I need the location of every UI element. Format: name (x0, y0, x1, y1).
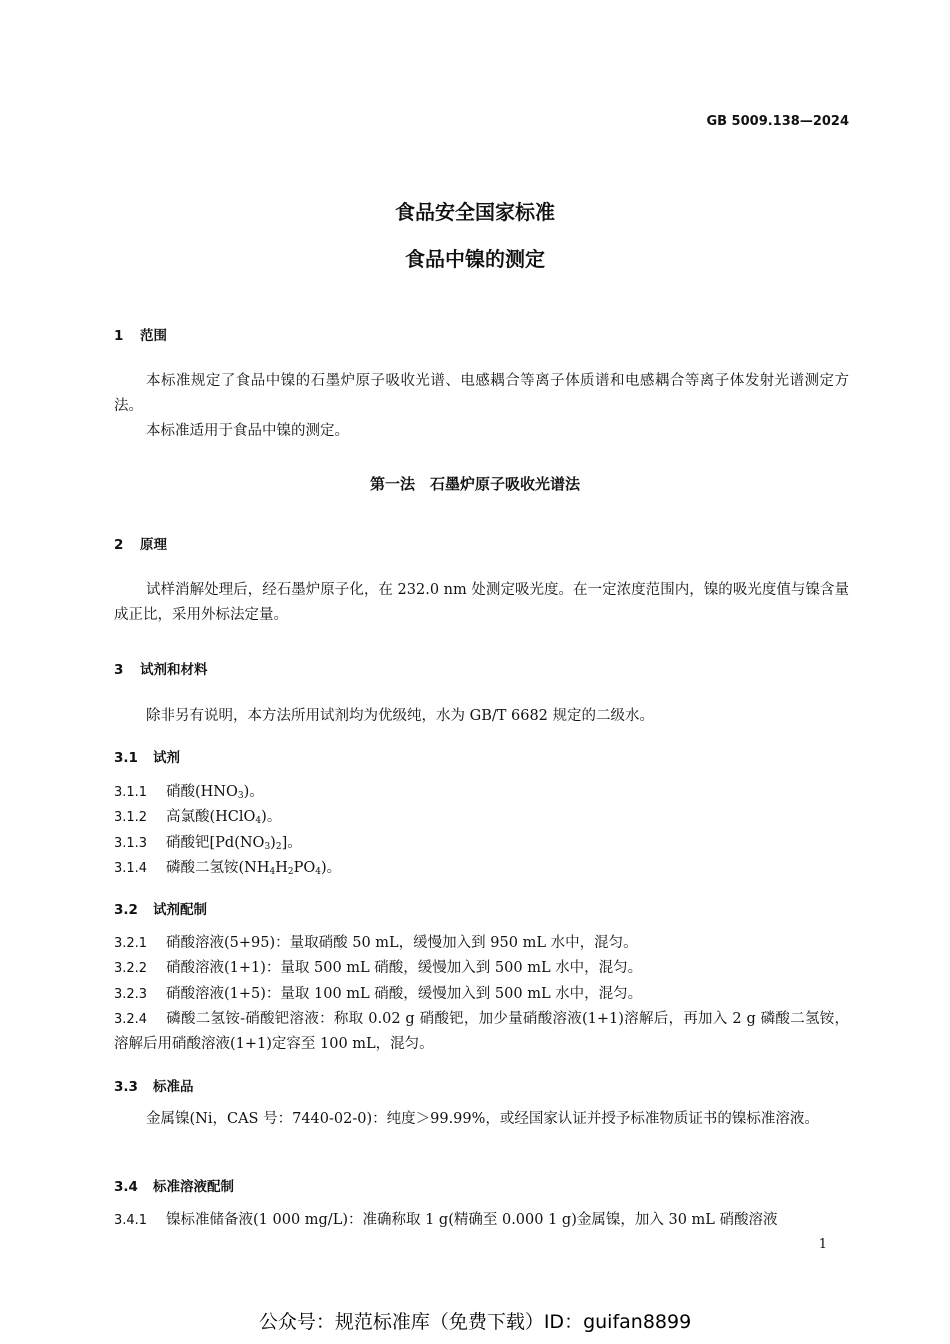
method-heading: 第一法 石墨炉原子吸收光谱法 (369, 475, 580, 493)
section-3-1-heading (114, 746, 180, 766)
section-number: 1 (114, 328, 124, 344)
item-text: 硝酸溶液(1+1)：量取 500 mL 硝酸，缓慢加入到 500 mL 水中，混匀。 (166, 960, 643, 976)
subscript: 4 (315, 867, 322, 877)
item-3-4-1 (114, 1208, 849, 1233)
document-title: 食品安全国家标准 (395, 200, 555, 224)
section-number: 2 (114, 537, 124, 553)
section-title: 标准品 (153, 1079, 194, 1095)
item-text: ]。 (281, 835, 302, 851)
document-subtitle: 食品中镍的测定 (405, 247, 545, 271)
section-3-body (114, 704, 849, 729)
item-number: 3.4.1 (114, 1213, 148, 1228)
item-3-2-3 (114, 982, 849, 1007)
item-text: 硝酸溶液(1+5)：量取 100 mL 硝酸，缓慢加入到 500 mL 水中，混匀。 (166, 986, 643, 1002)
section-number: 3.3 (114, 1079, 138, 1095)
subscript: 3 (264, 842, 271, 852)
section-3-4-heading (114, 1175, 234, 1195)
item-number: 3.1.2 (114, 810, 148, 825)
item-text: PO (293, 860, 316, 876)
item-text: 硝酸钯[Pd(NO (166, 835, 265, 851)
item-number: 3.2.4 (114, 1012, 148, 1027)
standard-code: GB 5009.138—2024 (706, 114, 849, 129)
item-text: ) (270, 835, 276, 851)
subscript: 3 (237, 791, 244, 801)
paragraph: 试样消解处理后，经石墨炉原子化，在 232.0 nm 处测定吸光度。在一定浓度范围内，镍的吸光度值与镍含量成正比，采用外标法定量。 (114, 582, 849, 623)
subscript: 4 (255, 816, 262, 826)
item-text: 镍标准储备液(1 000 mg/L)：准确称取 1 g(精确至 0.000 1 g)金属镍，加入 30 mL 硝酸溶液 (166, 1212, 778, 1228)
item-number: 3.2.3 (114, 987, 148, 1002)
section-title: 试剂和材料 (140, 662, 208, 678)
section-2-body (114, 578, 849, 628)
section-1-body (114, 369, 849, 444)
item-number: 3.2.1 (114, 936, 148, 951)
footer-watermark: 公众号：规范标准库（免费下载）ID：guifan8899 (258, 1311, 692, 1333)
item-text: H (275, 860, 288, 876)
item-text: 硝酸溶液(5+95)：量取硝酸 50 mL，缓慢加入到 950 mL 水中，混匀。 (166, 935, 638, 951)
subscript: 2 (287, 867, 294, 877)
section-3-3-body (114, 1107, 849, 1132)
paragraph: 除非另有说明，本方法所用试剂均为优级纯，水为 GB/T 6682 规定的二级水。 (146, 708, 655, 724)
subscript: 2 (275, 842, 282, 852)
paragraph: 本标准规定了食品中镍的石墨炉原子吸收光谱、电感耦合等离子体质谱和电感耦合等离子体发射光谱测定方法。 (114, 373, 849, 414)
section-number: 3 (114, 662, 124, 678)
item-3-1-2 (114, 805, 849, 834)
section-number: 3.4 (114, 1179, 138, 1195)
section-3-heading (114, 658, 208, 678)
item-text: )。 (261, 809, 282, 825)
page-number: 1 (818, 1237, 827, 1252)
paragraph: 本标准适用于食品中镍的测定。 (146, 423, 349, 439)
item-text: 磷酸二氢铵(NH (166, 860, 270, 876)
item-3-1-4 (114, 856, 849, 885)
item-text: 硝酸(HNO (166, 784, 238, 800)
item-text: )。 (321, 860, 342, 876)
item-3-2-1 (114, 931, 849, 956)
section-title: 试剂配制 (153, 902, 207, 918)
subscript: 4 (269, 867, 276, 877)
paragraph: 金属镍(Ni，CAS 号：7440-02-0)：纯度＞99.99%，或经国家认证并授予标准物质证书的镍标准溶液。 (146, 1111, 819, 1127)
item-number: 3.1.3 (114, 836, 148, 851)
section-3-2-heading (114, 898, 207, 918)
section-number: 3.2 (114, 902, 138, 918)
item-3-2-2 (114, 956, 849, 981)
item-number: 3.2.2 (114, 961, 148, 976)
item-text: )。 (243, 784, 264, 800)
item-text: 高氯酸(HClO (166, 809, 256, 825)
section-number: 3.1 (114, 750, 138, 766)
section-3-3-heading (114, 1075, 194, 1095)
section-title: 范围 (140, 328, 167, 344)
item-3-2-4 (114, 1007, 849, 1057)
section-title: 试剂 (153, 750, 180, 766)
section-title: 标准溶液配制 (153, 1179, 234, 1195)
section-1-heading (114, 324, 167, 344)
item-number: 3.1.1 (114, 785, 148, 800)
section-2-heading (114, 533, 167, 553)
item-text: 磷酸二氢铵-硝酸钯溶液：称取 0.02 g 硝酸钯，加少量硝酸溶液(1+1)溶解后，再加入 2 g 磷酸二氢铵，溶解后用硝酸溶液(1+1)定容至 100 mL，混匀。 (114, 1011, 849, 1052)
item-number: 3.1.4 (114, 861, 148, 876)
section-title: 原理 (140, 537, 167, 553)
